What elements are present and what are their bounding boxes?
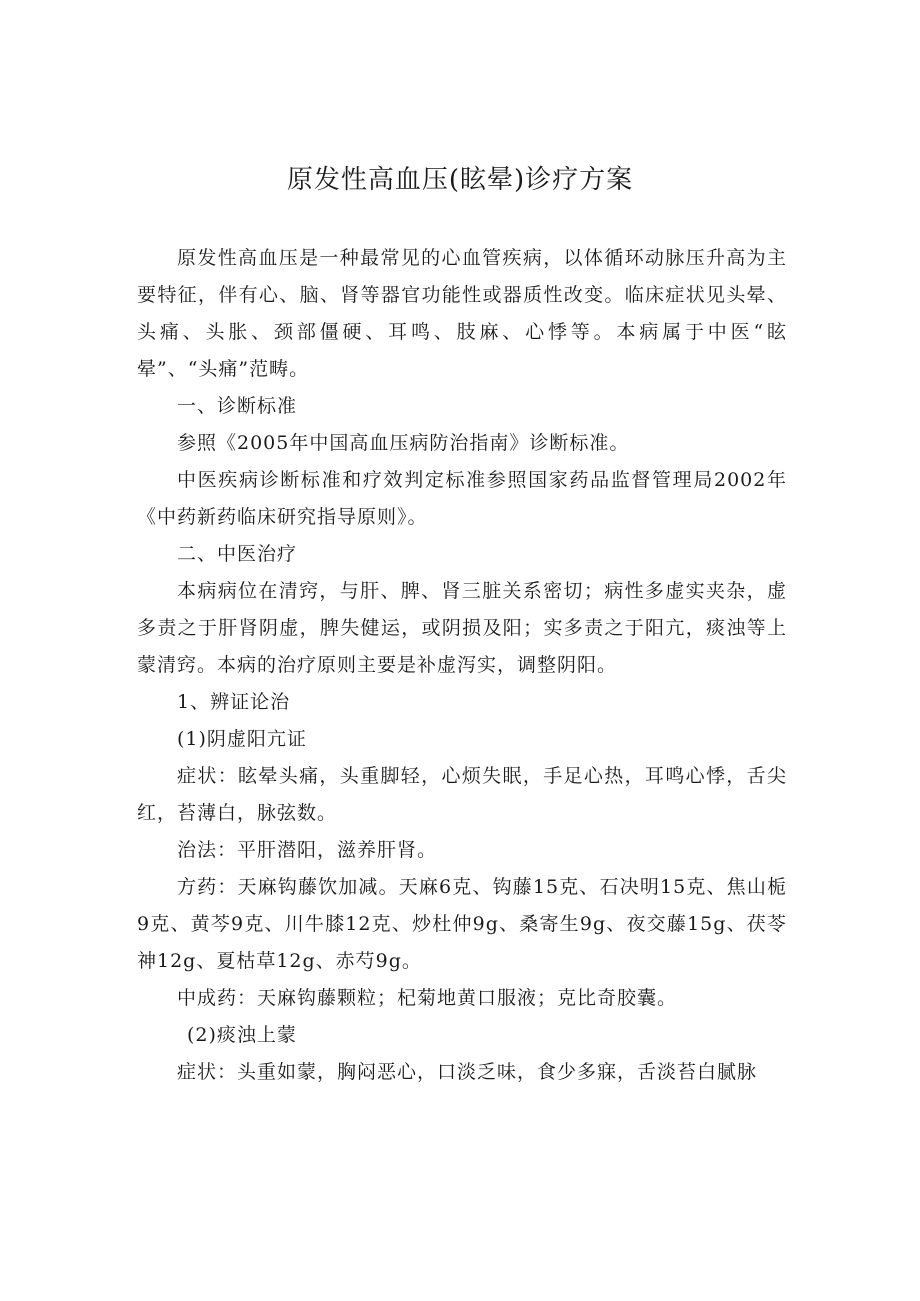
subsection-heading-syndrome: 1、辨证论治 <box>177 691 291 713</box>
document-title: 原发性高血压(眩晕)诊疗方案 <box>286 165 634 195</box>
intro-paragraph: 原发性高血压是一种最常见的心血管疾病，以体循环动脉压升高为主要特征，伴有心、脑、肾等器官功能性或器质性改变。临床症状见头晕、头痛、头胀、颈部僵硬、耳鸣、肢麻、心悸等。本病属于中医“眩晕”、“头痛”范畴。 <box>137 247 787 380</box>
treatment-principle-paragraph: 本病病位在清窍，与肝、脾、肾三脏关系密切；病性多虚实夹杂，虚多责之于肝肾阴虚，脾失健运，或阴损及阳；实多责之于阳亢，痰浊等上蒙清窍。本病的治疗原则主要是补虚泻实，调整阴阳。 <box>137 580 787 676</box>
section-heading-treatment: 二、中医治疗 <box>177 543 298 565</box>
symptoms-paragraph: 症状：眩晕头痛，头重脚轻，心烦失眠，手足心热，耳鸣心悸，舌尖红，苔薄白，脉弦数。 <box>137 765 787 824</box>
syndrome-heading-phlegm: (2)痰浊上蒙 <box>187 1024 297 1046</box>
patent-medicine-paragraph: 中成药：天麻钩藤颗粒；杞菊地黄口服液；克比奇胶囊。 <box>177 987 678 1009</box>
diagnosis-reference-paragraph: 参照《2005年中国高血压病防治指南》诊断标准。 <box>177 432 630 454</box>
syndrome-heading-yin-deficiency: (1)阴虚阳亢证 <box>177 728 307 750</box>
prescription-paragraph: 方药：天麻钩藤饮加减。天麻6克、钩藤15克、石决明15克、焦山栀9克、黄芩9克、川牛膝12克、炒杜仲9g、桑寄生9g、夜交藤15g、茯苓神12g、夏枯草12g、赤芍9g。 <box>137 876 787 972</box>
section-heading-diagnosis: 一、诊断标准 <box>177 395 298 417</box>
therapy-paragraph: 治法：平肝潜阳，滋养肝肾。 <box>177 839 438 861</box>
document-body <box>137 240 787 1091</box>
tcm-criteria-paragraph: 中医疾病诊断标准和疗效判定标准参照国家药品监督管理局2002年《中药新药临床研究指导原则》。 <box>137 469 787 528</box>
symptoms-paragraph-phlegm: 症状：头重如蒙，胸闷恶心，口淡乏味，食少多寐，舌淡苔白腻脉 <box>177 1061 758 1083</box>
